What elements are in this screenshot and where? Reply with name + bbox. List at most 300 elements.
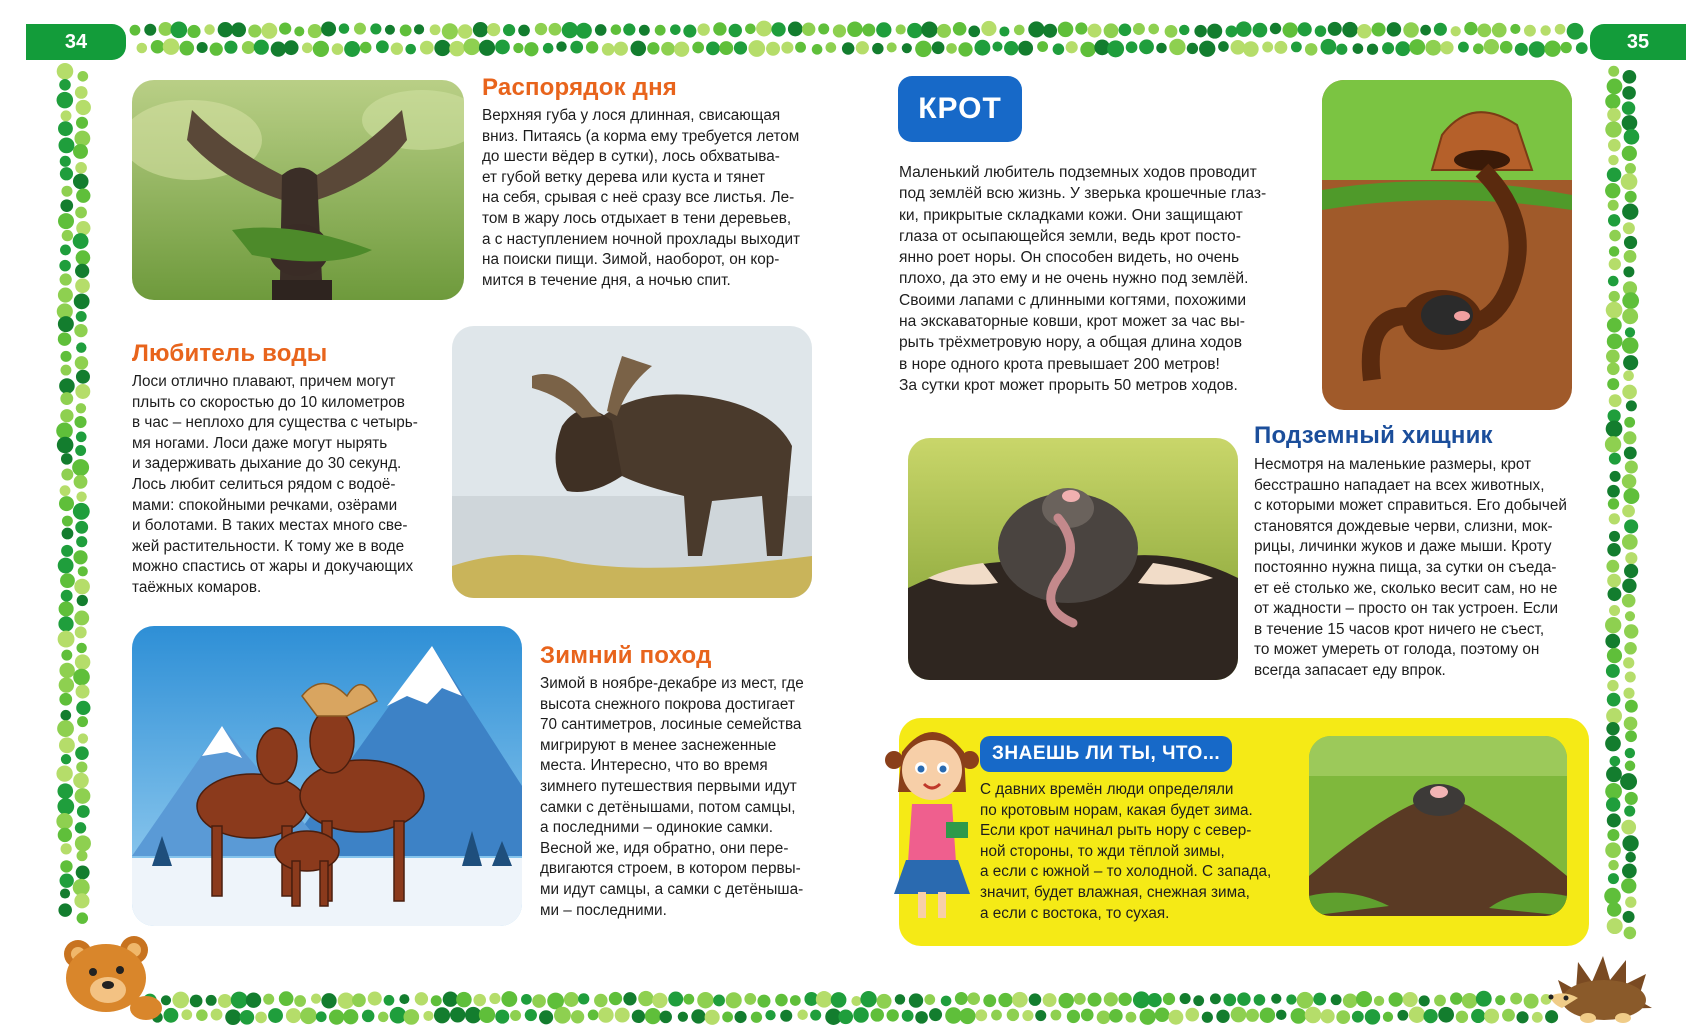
border-dot — [77, 850, 88, 861]
border-dot — [1606, 420, 1623, 437]
border-dot — [788, 22, 803, 37]
border-dot — [652, 993, 667, 1008]
border-dot — [1621, 173, 1638, 190]
border-dot — [638, 991, 653, 1006]
border-dot — [197, 42, 208, 53]
border-dot — [932, 41, 945, 54]
border-dot — [630, 41, 646, 57]
border-dot — [706, 41, 720, 55]
border-dot — [75, 278, 90, 293]
border-dot — [72, 459, 89, 476]
border-dot — [812, 44, 823, 55]
border-dot — [576, 23, 592, 39]
border-dot — [856, 41, 869, 54]
border-dot — [1357, 24, 1371, 38]
border-dot — [1516, 1011, 1528, 1023]
border-dot — [1199, 41, 1215, 57]
border-dot — [1492, 23, 1507, 38]
border-dot — [59, 677, 74, 692]
border-dot — [683, 994, 694, 1005]
border-dot — [670, 24, 681, 35]
border-dot — [60, 485, 71, 496]
border-dot — [456, 992, 472, 1008]
border-dot — [240, 1010, 255, 1025]
border-dot — [1605, 783, 1622, 800]
border-dot — [1074, 993, 1086, 1005]
border-dot — [332, 43, 344, 55]
border-dot — [76, 761, 87, 772]
border-dot — [1609, 246, 1619, 256]
border-dot — [1622, 101, 1635, 114]
border-dot — [946, 43, 957, 54]
border-dot — [1625, 460, 1638, 473]
border-dot — [1555, 24, 1566, 35]
border-dot — [683, 25, 696, 38]
border-dot — [571, 1010, 584, 1023]
border-dot — [539, 1010, 553, 1024]
border-dot — [1623, 70, 1637, 84]
border-dot — [1080, 42, 1095, 57]
border-dot — [1608, 200, 1619, 211]
border-dot — [503, 24, 515, 36]
border-dot — [338, 992, 354, 1008]
border-dot — [1081, 1009, 1094, 1022]
border-dot — [535, 23, 547, 35]
border-dot — [384, 995, 395, 1006]
border-dot — [860, 991, 876, 1007]
border-dot — [1625, 671, 1636, 682]
border-dot — [61, 468, 73, 480]
section-title-daily-routine: Распорядок дня — [482, 74, 677, 101]
border-dot — [831, 992, 847, 1008]
border-dot — [771, 22, 785, 36]
border-dot — [1622, 292, 1639, 309]
border-dot — [57, 783, 73, 799]
border-dot — [847, 22, 862, 37]
border-dot — [1607, 362, 1620, 375]
border-dot — [339, 23, 350, 34]
border-dot — [945, 1007, 962, 1024]
border-dot — [75, 207, 87, 219]
border-dot — [1185, 1008, 1199, 1022]
border-dot — [1621, 878, 1636, 893]
border-dot — [400, 24, 412, 36]
border-dot — [60, 351, 71, 362]
border-dot — [510, 1010, 521, 1021]
border-dot — [1236, 21, 1252, 37]
mole-badge: КРОТ — [898, 76, 1022, 142]
border-dot — [1623, 431, 1636, 444]
border-dot — [1607, 648, 1622, 663]
border-dot — [1119, 23, 1132, 36]
border-dot — [705, 1010, 720, 1025]
border-dot — [691, 1009, 705, 1023]
border-dot — [73, 174, 89, 190]
border-dot — [1607, 334, 1623, 350]
border-dot — [179, 41, 194, 56]
border-dot — [902, 1010, 914, 1022]
border-dot — [1623, 355, 1638, 370]
border-dot — [795, 42, 806, 53]
border-dot — [513, 43, 523, 53]
border-dot — [73, 773, 89, 789]
border-dot — [853, 1007, 868, 1022]
border-dot — [1524, 25, 1536, 37]
border-dot — [1622, 385, 1637, 400]
border-dot — [1606, 560, 1619, 573]
border-dot — [929, 1008, 942, 1021]
border-dot — [495, 1010, 509, 1024]
border-dot — [1544, 40, 1560, 56]
border-dot — [1607, 918, 1623, 934]
border-dot — [1382, 42, 1394, 54]
border-dot — [766, 42, 780, 56]
border-dot — [1321, 39, 1337, 55]
border-dot — [1621, 820, 1636, 835]
border-dot — [294, 995, 306, 1007]
border-dot — [479, 1007, 495, 1023]
border-dot — [1434, 23, 1447, 36]
border-dot — [1148, 993, 1162, 1007]
border-dot — [73, 233, 89, 249]
border-dot — [144, 24, 156, 36]
border-dot — [588, 1010, 599, 1021]
border-dot — [1605, 121, 1621, 137]
border-dot — [1165, 25, 1178, 38]
border-dot — [308, 24, 322, 38]
border-dot — [1262, 42, 1273, 53]
border-dot — [74, 131, 90, 147]
border-dot — [60, 573, 75, 588]
page-number-right: 35 — [1590, 24, 1686, 60]
border-dot — [1434, 995, 1446, 1007]
border-dot — [75, 264, 89, 278]
border-dot — [959, 1008, 975, 1024]
border-dot — [76, 536, 87, 547]
border-dot — [1291, 1008, 1307, 1024]
border-dot — [895, 994, 905, 1004]
border-dot — [246, 993, 261, 1008]
border-dot — [1187, 43, 1198, 54]
border-dot — [734, 41, 747, 54]
border-dot — [1607, 108, 1621, 122]
border-dot — [61, 590, 73, 602]
border-dot — [1606, 349, 1620, 363]
border-dot — [722, 1012, 733, 1023]
border-dot — [1022, 1010, 1033, 1021]
border-dot — [1623, 266, 1634, 277]
border-dot — [74, 324, 87, 337]
border-dot — [549, 23, 562, 36]
border-dot — [61, 453, 73, 465]
border-dot — [1624, 717, 1638, 731]
border-dot — [757, 995, 770, 1008]
border-dot — [1624, 806, 1635, 817]
border-dot — [713, 995, 725, 1007]
border-dot — [62, 528, 74, 540]
border-dot — [59, 693, 72, 706]
border-dot — [729, 24, 742, 37]
border-dot — [623, 23, 635, 35]
border-dot — [501, 991, 517, 1007]
border-dot — [1353, 43, 1364, 54]
border-dot — [1313, 993, 1326, 1006]
border-dot — [1328, 22, 1342, 36]
border-dot — [159, 22, 173, 36]
border-dot — [1403, 22, 1419, 38]
border-dot — [1625, 327, 1635, 337]
border-dot — [1365, 1009, 1380, 1024]
border-dot — [692, 42, 704, 54]
border-dot — [58, 332, 71, 345]
border-dot — [196, 1009, 208, 1021]
border-dot — [224, 41, 237, 54]
border-dot — [1107, 40, 1124, 57]
border-dot — [780, 1010, 792, 1022]
border-dot — [1342, 22, 1358, 38]
border-dot — [1109, 1009, 1123, 1023]
border-dot — [76, 865, 90, 879]
border-dot — [781, 42, 793, 54]
border-dot — [1088, 993, 1102, 1007]
border-dot — [594, 994, 607, 1007]
border-dot — [1168, 1010, 1183, 1025]
border-dot — [59, 137, 75, 153]
border-dot — [1097, 1011, 1111, 1025]
border-dot — [77, 805, 90, 818]
border-dot — [423, 1011, 433, 1021]
border-dot — [1253, 23, 1268, 38]
border-dot — [75, 654, 90, 669]
border-dot — [1464, 22, 1477, 35]
border-dot — [1477, 23, 1491, 37]
border-dot — [254, 40, 269, 55]
border-dot — [75, 626, 87, 638]
moose-eating-photo — [132, 80, 464, 300]
border-dot — [1610, 756, 1621, 767]
border-dot — [726, 992, 742, 1008]
girl-mascot-illustration — [884, 712, 980, 926]
border-dot — [74, 475, 88, 489]
border-dot — [1623, 688, 1634, 699]
border-dot — [76, 370, 90, 384]
border-dot — [955, 992, 968, 1005]
border-dot — [163, 38, 180, 55]
border-dot — [1320, 1009, 1334, 1023]
border-dot — [1462, 993, 1478, 1009]
border-dot — [1607, 79, 1623, 95]
border-dot — [1484, 1009, 1499, 1024]
border-dot — [1471, 1009, 1485, 1023]
border-dot — [354, 23, 366, 35]
border-dot — [744, 993, 756, 1005]
border-dot — [204, 24, 215, 35]
border-dot — [1625, 761, 1636, 772]
border-dot — [1331, 994, 1342, 1005]
border-dot — [1622, 594, 1636, 608]
bear-mascot-illustration — [56, 930, 166, 1026]
border-dot — [279, 991, 294, 1006]
border-dot — [1624, 927, 1637, 940]
border-dot — [1609, 394, 1622, 407]
border-dot — [1607, 543, 1620, 556]
border-dot — [75, 356, 88, 369]
border-dot — [611, 24, 622, 35]
border-dot — [75, 86, 88, 99]
border-dot — [74, 893, 89, 908]
border-dot — [58, 616, 73, 631]
border-dot — [415, 992, 428, 1005]
page-number-left: 34 — [26, 24, 126, 60]
border-dot — [487, 23, 500, 36]
border-dot — [76, 221, 90, 235]
border-dot — [190, 995, 203, 1008]
border-dot — [1336, 44, 1347, 55]
border-dot — [73, 669, 90, 686]
border-dot — [1035, 1010, 1046, 1021]
border-dot — [1607, 485, 1620, 498]
border-dot — [60, 199, 73, 212]
border-dot — [57, 720, 74, 737]
border-dot — [602, 43, 615, 56]
border-dot — [655, 25, 666, 36]
border-dot — [58, 213, 74, 229]
border-dot — [1246, 1009, 1259, 1022]
border-dot — [1043, 993, 1057, 1007]
border-dot — [554, 1007, 571, 1024]
border-dot — [1510, 993, 1522, 1005]
border-dot — [1014, 25, 1025, 36]
border-dot — [1607, 693, 1621, 707]
border-dot — [1210, 993, 1221, 1004]
border-dot — [1051, 1010, 1062, 1021]
border-dot — [1622, 835, 1638, 851]
border-dot — [660, 1011, 672, 1023]
border-dot — [1622, 146, 1637, 161]
border-dot — [56, 765, 72, 781]
border-dot — [1274, 41, 1287, 54]
border-dot — [983, 994, 996, 1007]
border-dot — [1606, 766, 1622, 782]
border-dot — [352, 993, 366, 1007]
border-dot — [73, 144, 88, 159]
border-dot — [851, 996, 861, 1006]
border-dot — [443, 992, 458, 1007]
border-dot — [343, 1009, 358, 1024]
border-dot — [360, 42, 372, 54]
border-dot — [877, 994, 892, 1009]
border-dot — [61, 843, 72, 854]
did-you-know-title: ЗНАЕШЬ ЛИ ТЫ, ЧТО... — [980, 736, 1232, 772]
border-dot — [1004, 41, 1018, 55]
border-dot — [77, 716, 88, 727]
border-dot — [876, 22, 891, 37]
border-dot — [1037, 41, 1048, 52]
border-dot — [74, 293, 90, 309]
border-dot — [284, 40, 299, 55]
border-dot — [76, 643, 86, 653]
border-dot — [668, 992, 683, 1007]
border-dot — [838, 1009, 853, 1024]
border-dot — [378, 1012, 388, 1022]
border-dot — [57, 63, 74, 80]
border-dot — [60, 409, 73, 422]
border-dot — [797, 1010, 807, 1020]
border-dot — [1609, 258, 1621, 270]
border-dot — [60, 873, 74, 887]
border-dot — [1624, 129, 1640, 145]
border-dot — [1625, 552, 1637, 564]
border-dot — [719, 41, 733, 55]
border-dot — [1395, 41, 1410, 56]
border-dot — [1624, 642, 1636, 654]
border-dot — [1606, 302, 1623, 319]
border-dot — [76, 250, 91, 265]
border-dot — [137, 43, 148, 54]
border-dot — [825, 42, 836, 53]
border-dot — [73, 550, 87, 564]
border-dot — [1118, 993, 1131, 1006]
border-dot — [751, 1012, 762, 1023]
border-dot — [1425, 40, 1441, 56]
border-dot — [1625, 792, 1638, 805]
border-dot — [748, 40, 765, 57]
border-dot — [430, 24, 441, 35]
border-dot — [279, 22, 291, 34]
winter-moose-illustration — [132, 626, 522, 926]
border-dot — [1605, 617, 1621, 633]
border-dot — [1606, 708, 1622, 724]
border-dot — [1476, 991, 1492, 1007]
border-dot — [1609, 605, 1620, 616]
border-dot — [1605, 94, 1620, 109]
border-dot — [1148, 24, 1159, 35]
mole-intro-text: Маленький любитель подземных ходов проводит под землёй всю жизнь. У зверька крошечные глаз- ки, прикрытые складками кожи. Они защищают глаза от осыпающейся земли, ведь крот посто- янно роет норы. Он способен видеть, но очень плохо, да это ему и не очень нужно под землёй. Своими лапами с длинными когтями, похожими на экскаваторные ковши, крот может за час вы- рыть трёхметровую нору, а общая длина ходов в норе одного крота превышает 200 метров! За сутки крот может прорыть 50 метров ходов. — [899, 164, 1267, 394]
border-dot — [78, 566, 88, 576]
border-dot — [1622, 86, 1636, 100]
border-dot — [991, 1010, 1002, 1021]
border-dot — [1028, 21, 1044, 37]
border-dot — [1254, 994, 1266, 1006]
border-dot — [1104, 23, 1119, 38]
border-dot — [518, 25, 530, 37]
border-dot — [1012, 992, 1028, 1008]
border-dot — [206, 995, 217, 1006]
border-dot — [1609, 513, 1620, 524]
border-dot — [775, 994, 788, 1007]
border-dot — [434, 40, 450, 56]
border-dot — [1043, 24, 1057, 38]
border-dot — [756, 21, 772, 37]
border-dot — [521, 994, 532, 1005]
border-dot — [1179, 25, 1189, 35]
border-dot — [941, 996, 952, 1007]
border-dot — [231, 22, 246, 37]
border-dot — [1291, 41, 1302, 52]
border-dot — [1622, 308, 1638, 324]
border-dot — [489, 993, 500, 1004]
border-dot — [1625, 163, 1636, 174]
border-dot — [598, 1007, 614, 1023]
border-dot — [77, 71, 88, 82]
border-dot — [902, 43, 912, 53]
border-dot — [886, 1009, 898, 1021]
border-dot — [449, 41, 465, 57]
border-dot — [1608, 155, 1618, 165]
border-dot — [1438, 1007, 1454, 1023]
border-dot — [442, 23, 458, 39]
border-dot — [1620, 773, 1637, 790]
